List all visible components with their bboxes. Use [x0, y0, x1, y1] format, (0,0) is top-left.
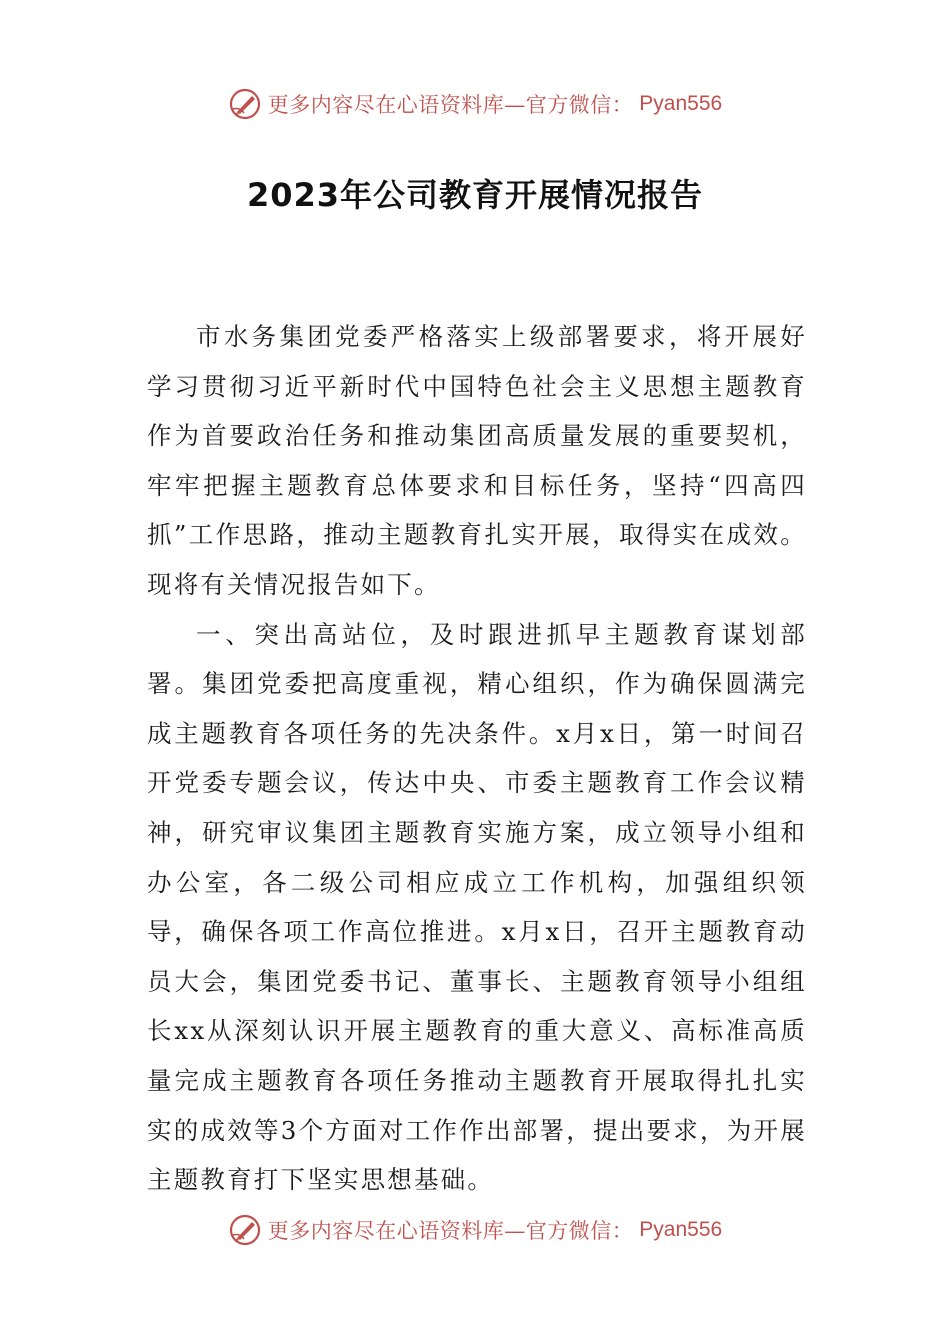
watermark-text: 更多内容尽在心语资料库—官方微信： [267, 1219, 634, 1243]
wechat-id: Pyan556 [639, 1218, 723, 1241]
pen-logo-icon [228, 1213, 262, 1247]
header-watermark-banner [0, 84, 950, 124]
intro-paragraph: 市水务集团党委严格落实上级部署要求，将开展好学习贯彻习近平新时代中国特色社会主义思想主题教育作为首要政治任务和推动集团高质量发展的重要契机，牢牢把握主题教育总体要求和目标任务，坚持“四高四抓”工作思路，推动主题教育扎实开展，取得实在成效。现将有关情况报告如下。 [147, 322, 807, 599]
wechat-id: Pyan556 [639, 92, 723, 115]
document-title: 2023年公司教育开展情况报告 [246, 176, 704, 214]
pen-logo-icon [228, 87, 262, 121]
footer-watermark-banner [0, 1210, 950, 1250]
section-one-paragraph: 一、突出高站位，及时跟进抓早主题教育谋划部署。集团党委把高度重视，精心组织，作为确保圆满完成主题教育各项任务的先决条件。x月x日，第一时间召开党委专题会议，传达中央、市委主题教育工作会议精神，研究审议集团主题教育实施方案，成立领导小组和办公室，各二级公司相应成立工作机构，加强组织领导，确保各项工作高位推进。x月x日，召开主题教育动员大会，集团党委书记、董事长、主题教育领导小组组长xx从深刻认识开展主题教育的重大意义、高标准高质量完成主题教育各项任务推动主题教育开展取得扎扎实实的成效等3个方面对工作作出部署，提出要求，为开展主题教育打下坚实思想基础。 [147, 619, 807, 1195]
watermark-text: 更多内容尽在心语资料库—官方微信： [267, 93, 634, 117]
document-body [147, 312, 807, 1205]
